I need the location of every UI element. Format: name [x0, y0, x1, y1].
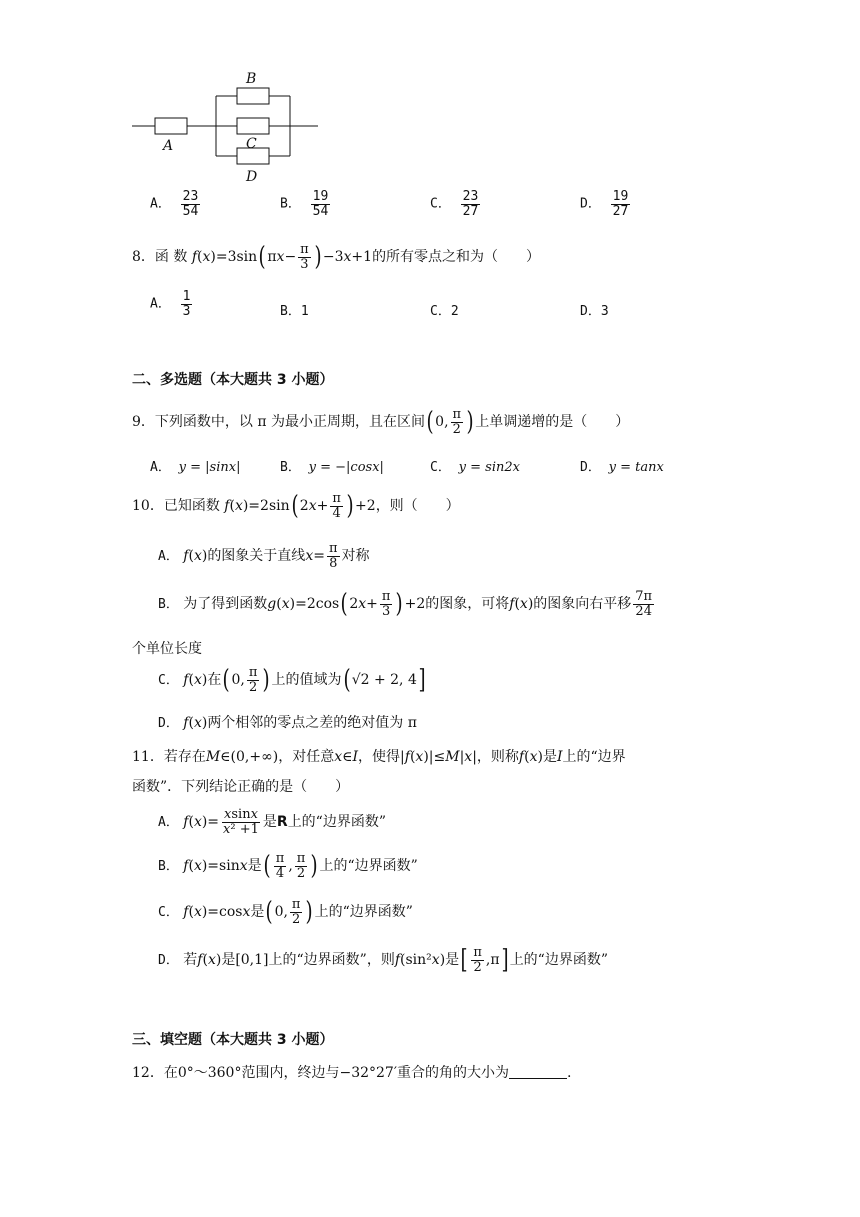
- q10-option-b[interactable]: B． 为了得到函数g(x)=2cos( 2x+ $\frac{\pi}{3}$ ) +2的图象，可将f(x)的图象向右平移 $\frac{7\pi}{24}$: [158, 589, 653, 620]
- fraction: [311, 190, 331, 218]
- text: .: [567, 1065, 572, 1081]
- label-b: B: [246, 71, 257, 87]
- q8-option-a[interactable]: [150, 290, 194, 318]
- q11-option-b[interactable]: B． f(x)=sinx是( $\frac{\pi}{4}$ , $\frac{\pi}{2}$ ) 上的“边界函数”: [158, 851, 418, 882]
- text: 上的“边界函数”: [287, 814, 387, 831]
- q8-option-c[interactable]: C．2: [430, 304, 459, 319]
- q7-option-d[interactable]: [580, 190, 632, 218]
- q11-option-a[interactable]: A． f(x)= $\frac{xsinx}{\text{x² +1}}$ 是R上的“边界函数”: [158, 807, 387, 837]
- circuit-diagram: [128, 68, 328, 186]
- q12-stem: 12．在0°～360°范围内，终边与−32°27′重合的角的大小为 .: [132, 1065, 572, 1081]
- option-letter: C．: [158, 905, 179, 921]
- formula: y = −|cosx|: [308, 460, 384, 475]
- fraction: [181, 190, 201, 218]
- text: 上的“边界函数”: [319, 858, 418, 875]
- q11-stem: 11．若存在M∈(0,+∞)，对任意x∈I，使得|f(x)|≤M|x|，则称f(x)是I上的“边界: [132, 749, 626, 765]
- q10-stem1: 10．已知函数: [132, 498, 220, 515]
- option-letter: A．: [158, 549, 179, 565]
- option-letter: D．: [158, 953, 179, 969]
- q9-option-c[interactable]: [430, 456, 520, 475]
- option-letter: C．: [430, 196, 451, 212]
- option-letter: A．: [158, 815, 179, 831]
- option-letter: D．: [580, 460, 601, 475]
- denominator: 3: [182, 303, 191, 319]
- q10-stem2: ，则（ ）: [375, 498, 460, 515]
- numerator: 19: [612, 189, 629, 204]
- q11-stem-cont: 函数”．下列结论正确的是（ ）: [132, 779, 350, 795]
- q9-option-d[interactable]: [580, 456, 664, 475]
- text: 范围内，终边与: [241, 1065, 340, 1081]
- option-letter: B．: [280, 460, 301, 475]
- text: 的图象向右平移: [533, 596, 632, 613]
- fraction: [611, 190, 631, 218]
- answer-blank[interactable]: [509, 1064, 567, 1079]
- text: 上的“边界: [562, 749, 626, 765]
- q11-option-d[interactable]: D． 若f(x)是[0,1]上的“边界函数”，则f(sin²x)是[ $\frac{\pi}{2}$ ,π] 上的“边界函数”: [158, 945, 609, 976]
- numerator: 1: [182, 289, 191, 304]
- denominator: 54: [312, 203, 329, 219]
- question-number: 8．: [132, 249, 155, 266]
- q7-option-b[interactable]: [280, 190, 332, 218]
- text: 是: [262, 814, 277, 831]
- formula: y = sin2x: [458, 460, 520, 475]
- text: 上的“边界函数”: [314, 904, 413, 921]
- option-letter: D．: [580, 196, 601, 212]
- text: 上的“边界函数”，则: [268, 952, 395, 969]
- q10-option-d[interactable]: D． f(x)两个相邻的零点之差的绝对值为 π: [158, 715, 417, 731]
- option-letter: C．: [158, 673, 179, 689]
- numerator: 23: [182, 189, 199, 204]
- text: 重合的角的大小为: [397, 1065, 510, 1081]
- q9-text2: 上单调递增的是（ ）: [475, 414, 630, 431]
- text: ，使得: [358, 749, 401, 765]
- q9-stem: 9．下列函数中，以 π 为最小正周期，且在区间( 0, $\frac{\pi}{2}$ ) 上单调递增的是（ ）: [132, 407, 630, 438]
- text: 是: [250, 904, 265, 921]
- resistor-c: [237, 118, 269, 134]
- q8-pre: 函 数: [154, 249, 188, 266]
- q8-option-b[interactable]: B．1: [280, 304, 309, 319]
- text: 在: [207, 672, 222, 689]
- option-letter: A．: [150, 296, 171, 312]
- formula: y = |sinx|: [178, 460, 241, 475]
- text: 是: [542, 749, 557, 765]
- q7-option-c[interactable]: [430, 190, 482, 218]
- fraction: [181, 290, 193, 318]
- q10-stem: 10．已知函数 f(x)=2sin( 2x+ $\frac{\pi}{4}$ ) +2，则（ ）: [132, 491, 460, 522]
- q11-option-c[interactable]: C． f(x)=cosx是( 0, $\frac{\pi}{2}$ ) 上的“边界函数”: [158, 897, 413, 928]
- numerator: 19: [312, 189, 329, 204]
- label-a: A: [163, 138, 174, 154]
- option-letter: A．: [150, 460, 171, 475]
- text: 上的值域为: [271, 672, 342, 689]
- q10-option-b-cont: 个单位长度: [132, 641, 202, 657]
- text: 12．在: [132, 1065, 178, 1081]
- text: 两个相邻的零点之差的绝对值为 π: [207, 715, 417, 731]
- q8-stem: 8．函 数 f(x)=3sin( πx− $\frac{\pi}{3}$ ) −3x+1的所有零点之和为（ ）: [132, 242, 541, 273]
- text: 上的“边界函数”: [509, 952, 609, 969]
- q7-option-a[interactable]: [150, 190, 202, 218]
- text: 是: [247, 858, 262, 875]
- q9-text1: 9．下列函数中，以 π 为最小正周期，且在区间: [132, 414, 426, 431]
- label-c: C: [246, 136, 257, 152]
- option-letter: D．: [158, 716, 179, 731]
- text: ，则称: [476, 749, 519, 765]
- section-3-heading: 三、填空题（本大题共 3 小题）: [132, 1032, 334, 1048]
- text: 对称: [341, 548, 370, 565]
- text: 是: [445, 952, 460, 969]
- label-d: D: [246, 169, 258, 185]
- text: 11．若存在: [132, 749, 206, 765]
- text: 的图象关于直线: [207, 548, 306, 565]
- q8-post: 的所有零点之和为（ ）: [372, 249, 541, 266]
- text: 若: [183, 952, 198, 969]
- resistor-a: [155, 118, 187, 134]
- option-letter: A．: [150, 196, 171, 212]
- text: 为了得到函数: [183, 596, 268, 613]
- q9-option-b[interactable]: [280, 456, 384, 475]
- denominator: 54: [182, 203, 199, 219]
- option-letter: B．: [158, 597, 179, 613]
- denominator: 27: [462, 203, 479, 219]
- numerator: 23: [462, 189, 479, 204]
- section-2-heading: 二、多选题（本大题共 3 小题）: [132, 372, 334, 388]
- option-letter: B．: [280, 196, 301, 212]
- q10-option-c[interactable]: C． f(x)在( 0, $\frac{\pi}{2}$ ) 上的值域为( √2 + 2, 4]: [158, 665, 426, 696]
- fraction: [461, 190, 481, 218]
- text: 是: [221, 952, 236, 969]
- q8-option-d[interactable]: D．3: [580, 304, 609, 319]
- formula: y = tanx: [608, 460, 664, 475]
- option-letter: C．: [430, 460, 451, 475]
- q10-option-a[interactable]: A． f(x)的图象关于直线x= $\frac{\pi}{8}$ 对称: [158, 541, 370, 571]
- text: ，对任意: [278, 749, 335, 765]
- text: 的图象，可将: [425, 596, 510, 613]
- resistor-b: [237, 88, 269, 104]
- q9-option-a[interactable]: [150, 456, 240, 475]
- option-letter: B．: [158, 859, 179, 875]
- denominator: 27: [612, 203, 629, 219]
